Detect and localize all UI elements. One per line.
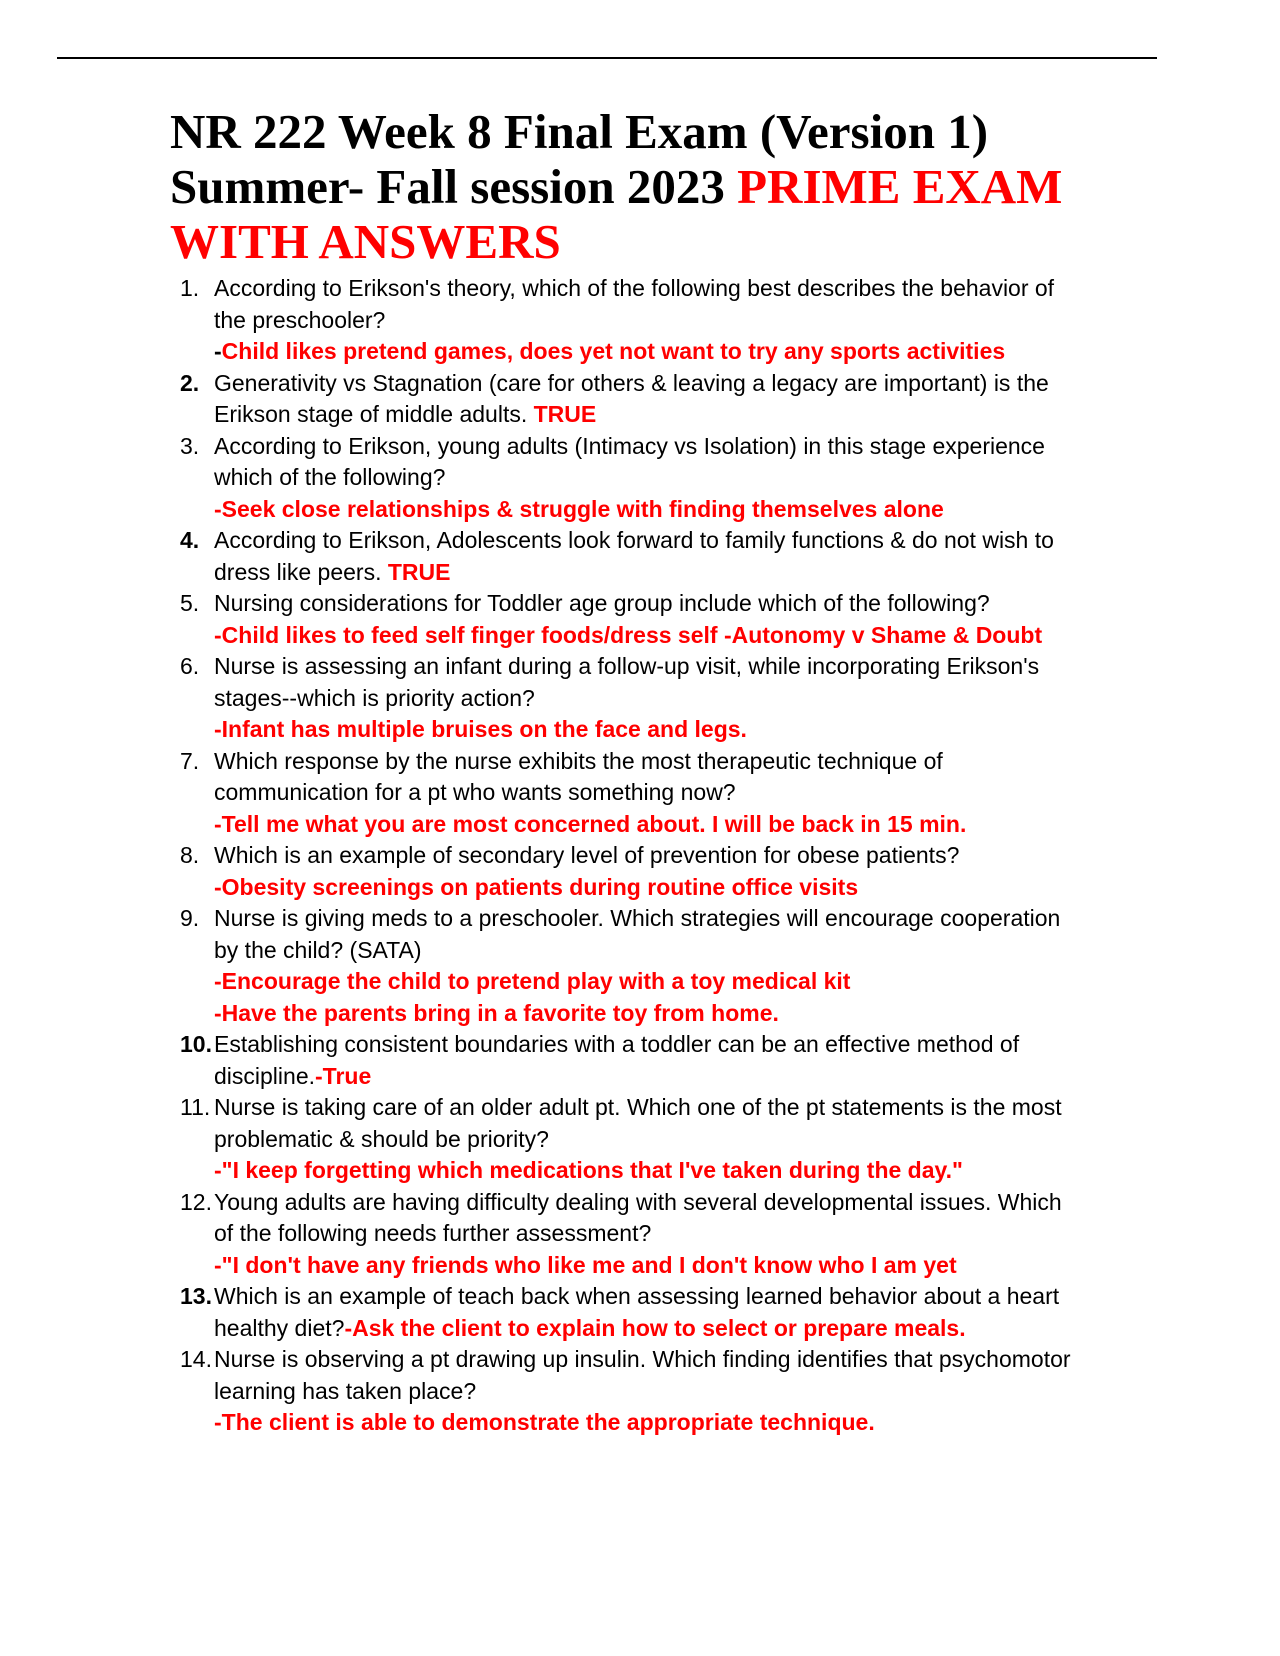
answer-text: -Tell me what you are most concerned about. I will be back in 15 min. xyxy=(214,810,967,837)
question-item xyxy=(0,1187,1074,1282)
question-item xyxy=(0,273,1074,368)
question-text: Which response by the nurse exhibits the most therapeutic technique of communication for a pt who wants something now? xyxy=(214,747,943,805)
question-text: According to Erikson, Adolescents look forward to family functions & do not wish to dress like peers. xyxy=(214,527,1054,585)
question-text: Establishing consistent boundaries with a toddler can be an effective method of discipline. xyxy=(214,1031,1020,1089)
answer xyxy=(214,872,1074,904)
question-item xyxy=(0,1281,1074,1344)
question-number: 6. xyxy=(180,653,200,679)
answer-text: -Have the parents bring in a favorite toy from home. xyxy=(214,999,779,1026)
question-text: Which is an example of teach back when assessing learned behavior about a heart healthy diet? xyxy=(214,1283,1060,1341)
question-item xyxy=(0,431,1074,526)
question-item xyxy=(0,746,1074,841)
question-item xyxy=(0,588,1074,651)
title-highlight: PRIME EXAM WITH ANSWERS xyxy=(170,159,1063,269)
answer-text: -Child likes to feed self finger foods/dress self -Autonomy v Shame & Doubt xyxy=(214,621,1043,648)
question-number: 7. xyxy=(180,747,200,774)
answer xyxy=(214,998,1074,1030)
question-number: 12. xyxy=(180,1188,212,1215)
question-item xyxy=(0,903,1074,1029)
answer-inline: TRUE xyxy=(387,558,451,585)
question-text: Nurse is observing a pt drawing up insulin. Which finding identifies that psychomotor learning has taken place? xyxy=(214,1346,1071,1404)
question-text: According to Erikson's theory, which of the following best describes the behavior of the preschooler? xyxy=(214,275,1055,333)
answer-text: -The client is able to demonstrate the appropriate technique. xyxy=(214,1409,875,1435)
question-item xyxy=(0,1029,1074,1092)
answer xyxy=(214,336,1074,368)
question-number: 8. xyxy=(180,842,200,868)
answer xyxy=(214,620,1074,652)
question-item xyxy=(0,651,1074,746)
question-text: Nursing considerations for Toddler age group include which of the following? xyxy=(214,590,990,616)
answer-text: -"I don't have any friends who like me and I don't know who I am yet xyxy=(214,1251,957,1278)
answer-prefix: - xyxy=(214,338,222,364)
question-number: 3. xyxy=(180,432,200,459)
question-text: Which is an example of secondary level of prevention for obese patients? xyxy=(214,842,960,868)
answer-text: -"I keep forgetting which medications that I've taken during the day." xyxy=(214,1157,963,1183)
answer xyxy=(214,1407,1074,1439)
question-text: Nurse is assessing an infant during a follow-up visit, while incorporating Erikson's stages--which is priority action? xyxy=(214,653,1040,711)
answer xyxy=(214,1250,1074,1282)
answer-text: -Encourage the child to pretend play with a toy medical kit xyxy=(214,968,851,994)
document-title xyxy=(170,104,1170,269)
question-number: 14. xyxy=(180,1346,212,1372)
question-item xyxy=(0,368,1074,431)
question-number: 9. xyxy=(180,905,200,931)
question-number: 5. xyxy=(180,590,200,616)
title-main: NR 222 Week 8 Final Exam (Version 1) Summer- Fall session 2023 xyxy=(170,104,989,214)
answer-text: -Seek close relationships & struggle with finding themselves alone xyxy=(214,495,944,522)
question-item xyxy=(0,1344,1074,1439)
question-text: According to Erikson, young adults (Intimacy vs Isolation) in this stage experience which of the following? xyxy=(214,432,1045,490)
question-number: 11. xyxy=(180,1094,211,1120)
question-item xyxy=(0,1092,1074,1187)
answer-inline: -Ask the client to explain how to select or prepare meals. xyxy=(344,1314,966,1341)
answer xyxy=(214,494,1074,526)
question-number: 4. xyxy=(180,527,200,553)
question-text: Nurse is taking care of an older adult pt. Which one of the pt statements is the most problematic & should be priority? xyxy=(214,1094,1062,1152)
question-number: 10. xyxy=(180,1031,212,1057)
question-text: Nurse is giving meds to a preschooler. Which strategies will encourage cooperation by the child? (SATA) xyxy=(214,905,1061,963)
question-number: 13. xyxy=(180,1283,212,1309)
answer-text: -Infant has multiple bruises on the face and legs. xyxy=(214,716,747,742)
answer xyxy=(214,809,1074,841)
answer xyxy=(214,1155,1074,1187)
question-item xyxy=(0,525,1074,588)
answer-inline: TRUE xyxy=(533,401,597,427)
answer-inline: -True xyxy=(315,1062,372,1089)
question-number: 2. xyxy=(180,369,200,396)
question-text: Young adults are having difficulty dealing with several developmental issues. Which of the following needs further assessment? xyxy=(214,1188,1062,1246)
answer xyxy=(214,714,1074,746)
question-list xyxy=(0,273,1074,1439)
answer xyxy=(214,966,1074,998)
question-text: Generativity vs Stagnation (care for others & leaving a legacy are important) is the Erikson stage of middle adults. xyxy=(214,369,1049,427)
answer-text: Child likes pretend games, does yet not want to try any sports activities xyxy=(221,338,1006,364)
answer-text: -Obesity screenings on patients during routine office visits xyxy=(214,873,859,900)
question-number: 1. xyxy=(180,275,200,301)
header-rule xyxy=(57,57,1157,59)
question-item xyxy=(0,840,1074,903)
